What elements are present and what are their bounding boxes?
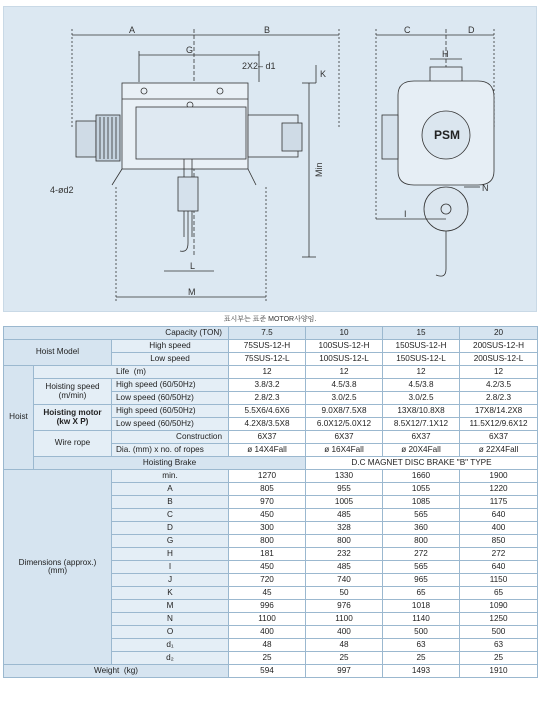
dimension-row bbox=[4, 470, 538, 483]
dimension-key: d₂ bbox=[112, 652, 229, 665]
motor-high-label: High speed (60/50Hz) bbox=[112, 405, 229, 418]
dimension-cell: 25 bbox=[229, 652, 306, 665]
label-l: L bbox=[190, 261, 196, 271]
dimension-cell: 65 bbox=[460, 587, 538, 600]
dimension-cell: 400 bbox=[306, 626, 383, 639]
dimension-cell: 50 bbox=[306, 587, 383, 600]
dimension-cell: 500 bbox=[383, 626, 460, 639]
capacity-cell: 15 bbox=[383, 327, 460, 340]
dimension-cell: 232 bbox=[306, 548, 383, 561]
speed-cell: 2.8/2.3 bbox=[460, 392, 538, 405]
dimension-cell: 1220 bbox=[460, 483, 538, 496]
dimension-cell: 640 bbox=[460, 509, 538, 522]
hook-block bbox=[178, 177, 198, 211]
dimension-cell: 800 bbox=[383, 535, 460, 548]
life-cell: 12 bbox=[306, 366, 383, 379]
hoist-model-label: Hoist Model bbox=[4, 340, 112, 366]
sheave bbox=[424, 187, 468, 231]
life-cell: 12 bbox=[460, 366, 538, 379]
dimension-cell: 485 bbox=[306, 509, 383, 522]
dimension-key: J bbox=[112, 574, 229, 587]
speed-cell: 3.0/2.5 bbox=[383, 392, 460, 405]
drum bbox=[136, 107, 246, 159]
dimension-cell: 1330 bbox=[306, 470, 383, 483]
dimension-cell: 740 bbox=[306, 574, 383, 587]
dimension-key: K bbox=[112, 587, 229, 600]
model-cell: 100SUS-12-H bbox=[306, 340, 383, 353]
motor-cell: 4.2X8/3.5X8 bbox=[229, 418, 306, 431]
standard-motor-note: 표시부는 표준 MOTOR사양임. bbox=[223, 316, 317, 323]
dimension-cell: 48 bbox=[306, 639, 383, 652]
dimension-cell: 485 bbox=[306, 561, 383, 574]
label-m: M bbox=[188, 287, 196, 297]
dimension-cell: 1090 bbox=[460, 600, 538, 613]
motor-cell: 13X8/10.8X8 bbox=[383, 405, 460, 418]
dimension-cell: 800 bbox=[229, 535, 306, 548]
dimension-cell: 65 bbox=[383, 587, 460, 600]
hoist-drawing bbox=[3, 6, 537, 312]
dimension-cell: 720 bbox=[229, 574, 306, 587]
label-b: B bbox=[264, 25, 271, 35]
dimension-cell: 400 bbox=[460, 522, 538, 535]
dimension-cell: 1250 bbox=[460, 613, 538, 626]
motor-cell: 9.0X8/7.5X8 bbox=[306, 405, 383, 418]
dimension-cell: 1175 bbox=[460, 496, 538, 509]
dimension-cell: 565 bbox=[383, 509, 460, 522]
row-brake bbox=[4, 457, 538, 470]
motor-low-label: Low speed (60/50Hz) bbox=[112, 418, 229, 431]
dimension-key: I bbox=[112, 561, 229, 574]
label-n: N bbox=[482, 183, 489, 193]
life-cell: 12 bbox=[229, 366, 306, 379]
hoist-label: Hoist bbox=[4, 366, 34, 470]
dimension-cell: 1018 bbox=[383, 600, 460, 613]
dimension-cell: 800 bbox=[306, 535, 383, 548]
dimension-cell: 300 bbox=[229, 522, 306, 535]
spec-table bbox=[3, 326, 538, 678]
speed-cell: 3.8/3.2 bbox=[229, 379, 306, 392]
brake-label: Hoisting Brake bbox=[34, 457, 306, 470]
dimension-cell: 1055 bbox=[383, 483, 460, 496]
dia-cell: ø 20X4Fall bbox=[383, 444, 460, 457]
dia-cell: ø 14X4Fall bbox=[229, 444, 306, 457]
label-feet: 4-ød2 bbox=[50, 185, 74, 195]
dimension-cell: 1150 bbox=[460, 574, 538, 587]
dimension-cell: 640 bbox=[460, 561, 538, 574]
dimension-cell: 1005 bbox=[306, 496, 383, 509]
construction-cell: 6X37 bbox=[460, 431, 538, 444]
motor-cell: 6.0X12/5.0X12 bbox=[306, 418, 383, 431]
row-construction bbox=[4, 431, 538, 444]
dimension-cell: 805 bbox=[229, 483, 306, 496]
dimension-cell: 400 bbox=[229, 626, 306, 639]
dimension-cell: 450 bbox=[229, 509, 306, 522]
dimension-key: A bbox=[112, 483, 229, 496]
construction-label: Construction bbox=[112, 431, 229, 444]
capacity-cell: 7.5 bbox=[229, 327, 306, 340]
label-h: H bbox=[442, 49, 449, 59]
dimension-cell: 45 bbox=[229, 587, 306, 600]
hoisting-motor-label: Hoisting motor (kw X P) bbox=[34, 405, 112, 431]
construction-cell: 6X37 bbox=[229, 431, 306, 444]
dimension-cell: 328 bbox=[306, 522, 383, 535]
model-cell: 75SUS-12-L bbox=[229, 353, 306, 366]
hs-high-label: High speed (60/50Hz) bbox=[112, 379, 229, 392]
dimension-key: B bbox=[112, 496, 229, 509]
dimension-key: D bbox=[112, 522, 229, 535]
label-a: A bbox=[129, 25, 136, 35]
wire-rope-label: Wire rope bbox=[34, 431, 112, 457]
speed-cell: 3.0/2.5 bbox=[306, 392, 383, 405]
dimension-cell: 25 bbox=[383, 652, 460, 665]
side-hook bbox=[436, 231, 446, 276]
dimension-cell: 48 bbox=[229, 639, 306, 652]
label-d: D bbox=[468, 25, 475, 35]
dimension-key: min. bbox=[112, 470, 229, 483]
dimension-cell: 63 bbox=[383, 639, 460, 652]
dia-cell: ø 22X4Fall bbox=[460, 444, 538, 457]
capacity-label: Capacity (TON) bbox=[4, 327, 229, 340]
capacity-cell: 10 bbox=[306, 327, 383, 340]
dimension-key: C bbox=[112, 509, 229, 522]
dimension-cell: 955 bbox=[306, 483, 383, 496]
high-speed-label: High speed bbox=[112, 340, 229, 353]
dimension-cell: 272 bbox=[383, 548, 460, 561]
motor-cell: 5.5X6/4.6X6 bbox=[229, 405, 306, 418]
row-motor-high bbox=[4, 405, 538, 418]
dimension-key: M bbox=[112, 600, 229, 613]
dimension-cell: 965 bbox=[383, 574, 460, 587]
motor-cell: 17X8/14.2X8 bbox=[460, 405, 538, 418]
speed-cell: 4.2/3.5 bbox=[460, 379, 538, 392]
label-c: C bbox=[404, 25, 411, 35]
dimension-key: N bbox=[112, 613, 229, 626]
model-cell: 150SUS-12-H bbox=[383, 340, 460, 353]
dia-label: Dia. (mm) x no. of ropes bbox=[112, 444, 229, 457]
speed-cell: 2.8/2.3 bbox=[229, 392, 306, 405]
dimension-key: d₁ bbox=[112, 639, 229, 652]
dimension-key: G bbox=[112, 535, 229, 548]
hs-low-label: Low speed (60/50Hz) bbox=[112, 392, 229, 405]
label-k: K bbox=[320, 69, 327, 79]
model-cell: 200SUS-12-L bbox=[460, 353, 538, 366]
dimension-cell: 272 bbox=[460, 548, 538, 561]
weight-cell: 997 bbox=[306, 665, 383, 678]
dimension-cell: 1660 bbox=[383, 470, 460, 483]
label-min: Min bbox=[314, 162, 324, 177]
construction-cell: 6X37 bbox=[383, 431, 460, 444]
hoisting-speed-label: Hoisting speed (m/min) bbox=[34, 379, 112, 405]
row-model-high bbox=[4, 340, 538, 353]
dimension-cell: 1270 bbox=[229, 470, 306, 483]
speed-cell: 4.5/3.8 bbox=[383, 379, 460, 392]
label-holes: 2X2– d1 bbox=[242, 61, 276, 71]
dimension-cell: 1100 bbox=[229, 613, 306, 626]
dimension-key: H bbox=[112, 548, 229, 561]
dimension-cell: 63 bbox=[460, 639, 538, 652]
speed-cell: 4.5/3.8 bbox=[306, 379, 383, 392]
dimension-cell: 1140 bbox=[383, 613, 460, 626]
hoist-drawing-svg bbox=[4, 7, 538, 313]
motor-cell: 8.5X12/7.1X12 bbox=[383, 418, 460, 431]
row-life bbox=[4, 366, 538, 379]
row-capacity bbox=[4, 327, 538, 340]
life-label: Life (m) bbox=[34, 366, 229, 379]
dimension-cell: 1900 bbox=[460, 470, 538, 483]
dimension-cell: 450 bbox=[229, 561, 306, 574]
motor-cell: 11.5X12/9.6X12 bbox=[460, 418, 538, 431]
dimension-cell: 1085 bbox=[383, 496, 460, 509]
model-cell: 100SUS-12-L bbox=[306, 353, 383, 366]
model-cell: 200SUS-12-H bbox=[460, 340, 538, 353]
capacity-cell: 20 bbox=[460, 327, 538, 340]
dimension-cell: 996 bbox=[229, 600, 306, 613]
weight-cell: 594 bbox=[229, 665, 306, 678]
weight-cell: 1910 bbox=[460, 665, 538, 678]
dimension-cell: 360 bbox=[383, 522, 460, 535]
dimension-cell: 25 bbox=[460, 652, 538, 665]
model-cell: 75SUS-12-H bbox=[229, 340, 306, 353]
dimension-cell: 565 bbox=[383, 561, 460, 574]
construction-cell: 6X37 bbox=[306, 431, 383, 444]
life-cell: 12 bbox=[383, 366, 460, 379]
dimension-cell: 1100 bbox=[306, 613, 383, 626]
label-g: G bbox=[186, 45, 194, 55]
row-weight bbox=[4, 665, 538, 678]
weight-label: Weight (kg) bbox=[4, 665, 229, 678]
dimension-cell: 850 bbox=[460, 535, 538, 548]
dimension-key: O bbox=[112, 626, 229, 639]
brake-value: D.C MAGNET DISC BRAKE "B" TYPE bbox=[306, 457, 538, 470]
dimension-cell: 25 bbox=[306, 652, 383, 665]
dimensions-label: Dimensions (approx.) (mm) bbox=[4, 470, 112, 665]
label-i: I bbox=[404, 209, 407, 219]
motor-housing bbox=[76, 121, 96, 157]
dimension-cell: 181 bbox=[229, 548, 306, 561]
dimension-cell: 500 bbox=[460, 626, 538, 639]
weight-cell: 1493 bbox=[383, 665, 460, 678]
dimension-cell: 976 bbox=[306, 600, 383, 613]
dia-cell: ø 16X4Fall bbox=[306, 444, 383, 457]
model-cell: 150SUS-12-L bbox=[383, 353, 460, 366]
row-speed-high bbox=[4, 379, 538, 392]
low-speed-label: Low speed bbox=[112, 353, 229, 366]
dimension-cell: 970 bbox=[229, 496, 306, 509]
psm-logo: PSM bbox=[434, 128, 461, 142]
